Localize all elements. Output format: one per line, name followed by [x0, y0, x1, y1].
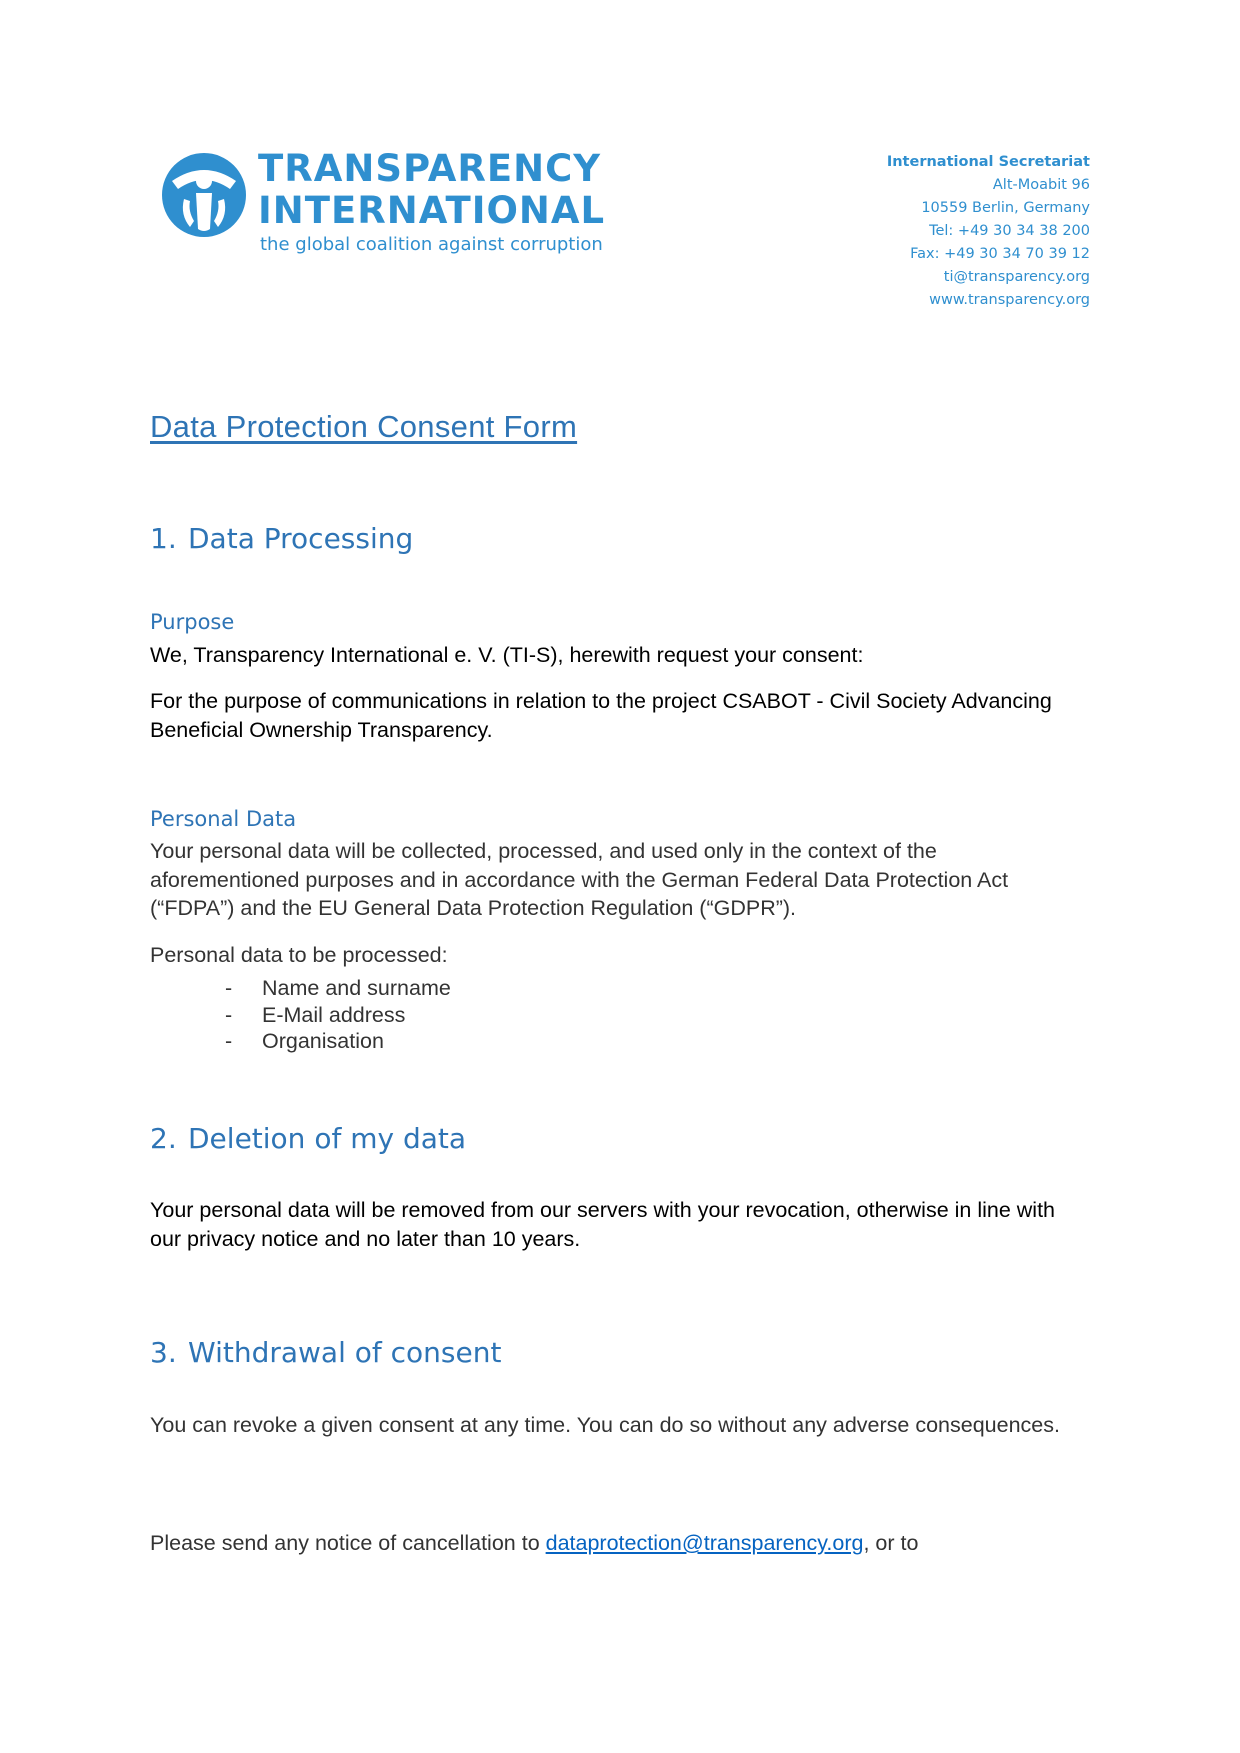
personal-data-list	[150, 975, 451, 1055]
logo-tagline: the global coalition against corruption	[260, 234, 603, 255]
cancellation-paragraph	[150, 1529, 1090, 1558]
purpose-paragraph-1: We, Transparency International e. V. (TI-S), herewith request your consent:	[150, 643, 864, 667]
bullet-dash: -	[225, 976, 233, 1000]
section-number: 3.	[150, 1336, 177, 1369]
cancellation-text-suffix: , or to	[863, 1531, 919, 1555]
deletion-paragraph: Your personal data will be removed from our servers with your revocation, otherwise in line with our privacy notice and no later than 10 years.	[150, 1198, 1056, 1251]
subheading-purpose: Purpose	[150, 610, 235, 634]
list-item	[150, 1002, 451, 1029]
address-website: www.transparency.org	[929, 292, 1090, 308]
bullet-dash: -	[225, 1029, 233, 1053]
section-number: 1.	[150, 522, 177, 555]
ti-logo	[160, 148, 620, 260]
list-item-text: Name and surname	[262, 976, 451, 1000]
logo-wordmark-line1: TRANSPARENCY	[258, 147, 602, 190]
withdrawal-paragraph: You can revoke a given consent at any time. You can do so without any adverse consequences.	[150, 1413, 1060, 1437]
address-email: ti@transparency.org	[943, 269, 1090, 285]
section-heading-data-processing	[150, 522, 413, 555]
personal-data-intro: Personal data to be processed:	[150, 943, 448, 967]
list-item-text: E-Mail address	[262, 1002, 406, 1027]
subheading-personal-data: Personal Data	[150, 807, 297, 831]
dataprotection-email-link[interactable]: dataprotection@transparency.org	[545, 1531, 864, 1555]
purpose-paragraph-2: For the purpose of communications in relation to the project CSABOT - Civil Society Advancing Beneficial Ownership Transparency.	[150, 689, 1052, 742]
address-tel: Tel: +49 30 34 38 200	[929, 223, 1090, 239]
section-title: Withdrawal of consent	[188, 1336, 502, 1369]
section-title: Deletion of my data	[188, 1122, 467, 1155]
address-street: Alt-Moabit 96	[992, 177, 1090, 193]
section-heading-withdrawal	[150, 1336, 501, 1369]
list-item-text: Organisation	[262, 1029, 384, 1053]
address-city: 10559 Berlin, Germany	[921, 200, 1090, 216]
page-title: Data Protection Consent Form	[150, 409, 578, 444]
secretariat-address	[887, 151, 1090, 312]
ti-logo-icon	[160, 151, 248, 239]
section-number: 2.	[150, 1122, 177, 1155]
address-title: International Secretariat	[886, 154, 1090, 170]
cancellation-text-prefix: Please send any notice of cancellation to	[150, 1531, 546, 1555]
logo-wordmark-line2: INTERNATIONAL	[258, 189, 606, 232]
bullet-dash: -	[225, 1002, 233, 1027]
section-title: Data Processing	[188, 522, 414, 555]
list-item	[150, 975, 451, 1002]
personal-data-paragraph: Your personal data will be collected, processed, and used only in the context of the aforementioned purposes and in accordance with the German Federal Data Protection Act (“FDPA”) and the EU General Data Protection Regulation (“GDPR”).	[150, 839, 1009, 920]
list-item	[150, 1028, 451, 1055]
section-heading-deletion	[150, 1122, 466, 1155]
address-fax: Fax: +49 30 34 70 39 12	[910, 246, 1090, 262]
